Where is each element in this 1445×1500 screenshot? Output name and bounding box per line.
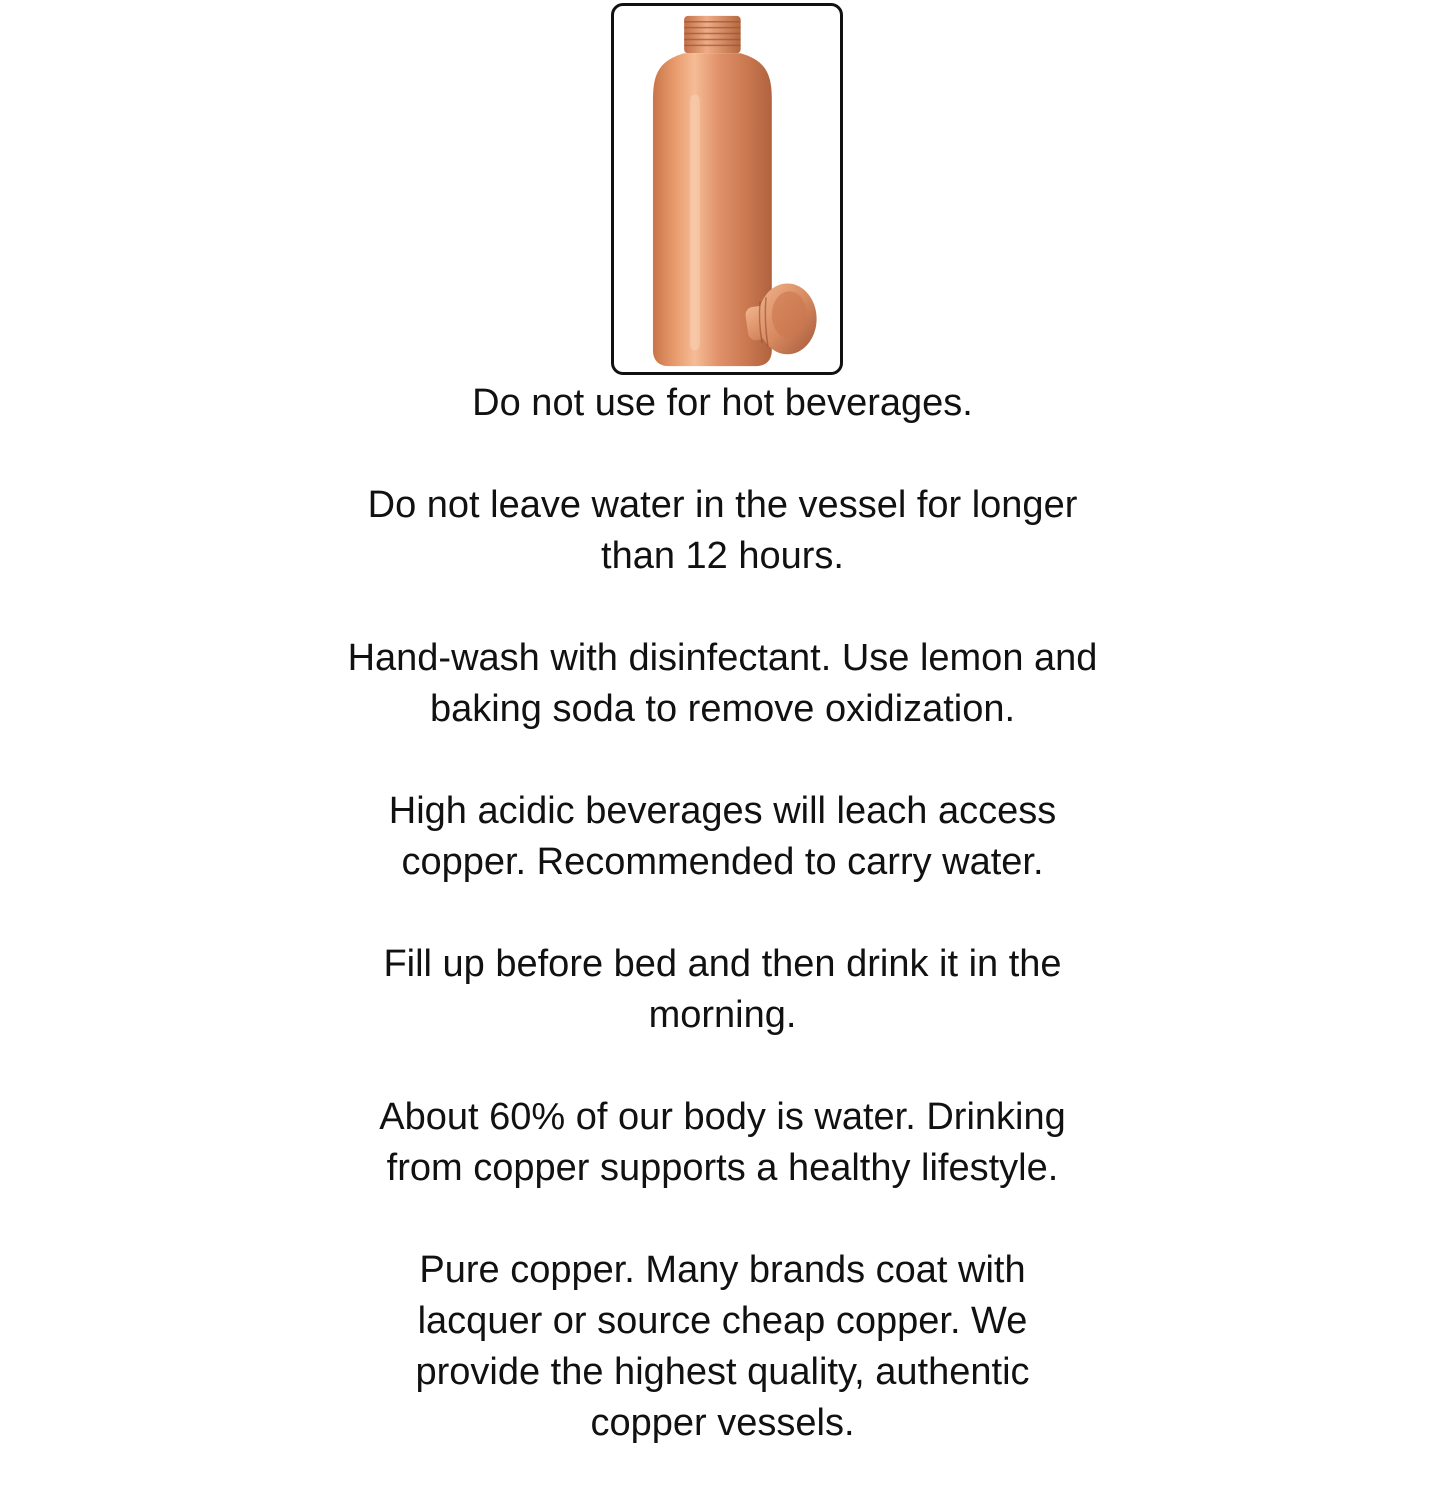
instruction-cleaning: Hand-wash with disinfectant. Use lemon and baking soda to remove oxidization. xyxy=(347,637,1098,730)
care-instructions xyxy=(0,378,1445,1500)
product-image-frame xyxy=(611,3,843,375)
instruction-water-duration: Do not leave water in the vessel for longer than 12 hours. xyxy=(367,484,1078,577)
copper-bottle-icon xyxy=(614,6,840,372)
instruction-pure-copper: Pure copper. Many brands coat with lacquer or source cheap copper. We provide the highest quality, authentic copper vessels. xyxy=(415,1249,1030,1444)
instruction-hot-beverages: Do not use for hot beverages. xyxy=(472,382,973,424)
instruction-overnight: Fill up before bed and then drink it in the morning. xyxy=(383,943,1062,1036)
instruction-acidic-beverages: High acidic beverages will leach access copper. Recommended to carry water. xyxy=(388,790,1057,883)
instruction-health-benefit: About 60% of our body is water. Drinking from copper supports a healthy lifestyle. xyxy=(379,1096,1066,1189)
